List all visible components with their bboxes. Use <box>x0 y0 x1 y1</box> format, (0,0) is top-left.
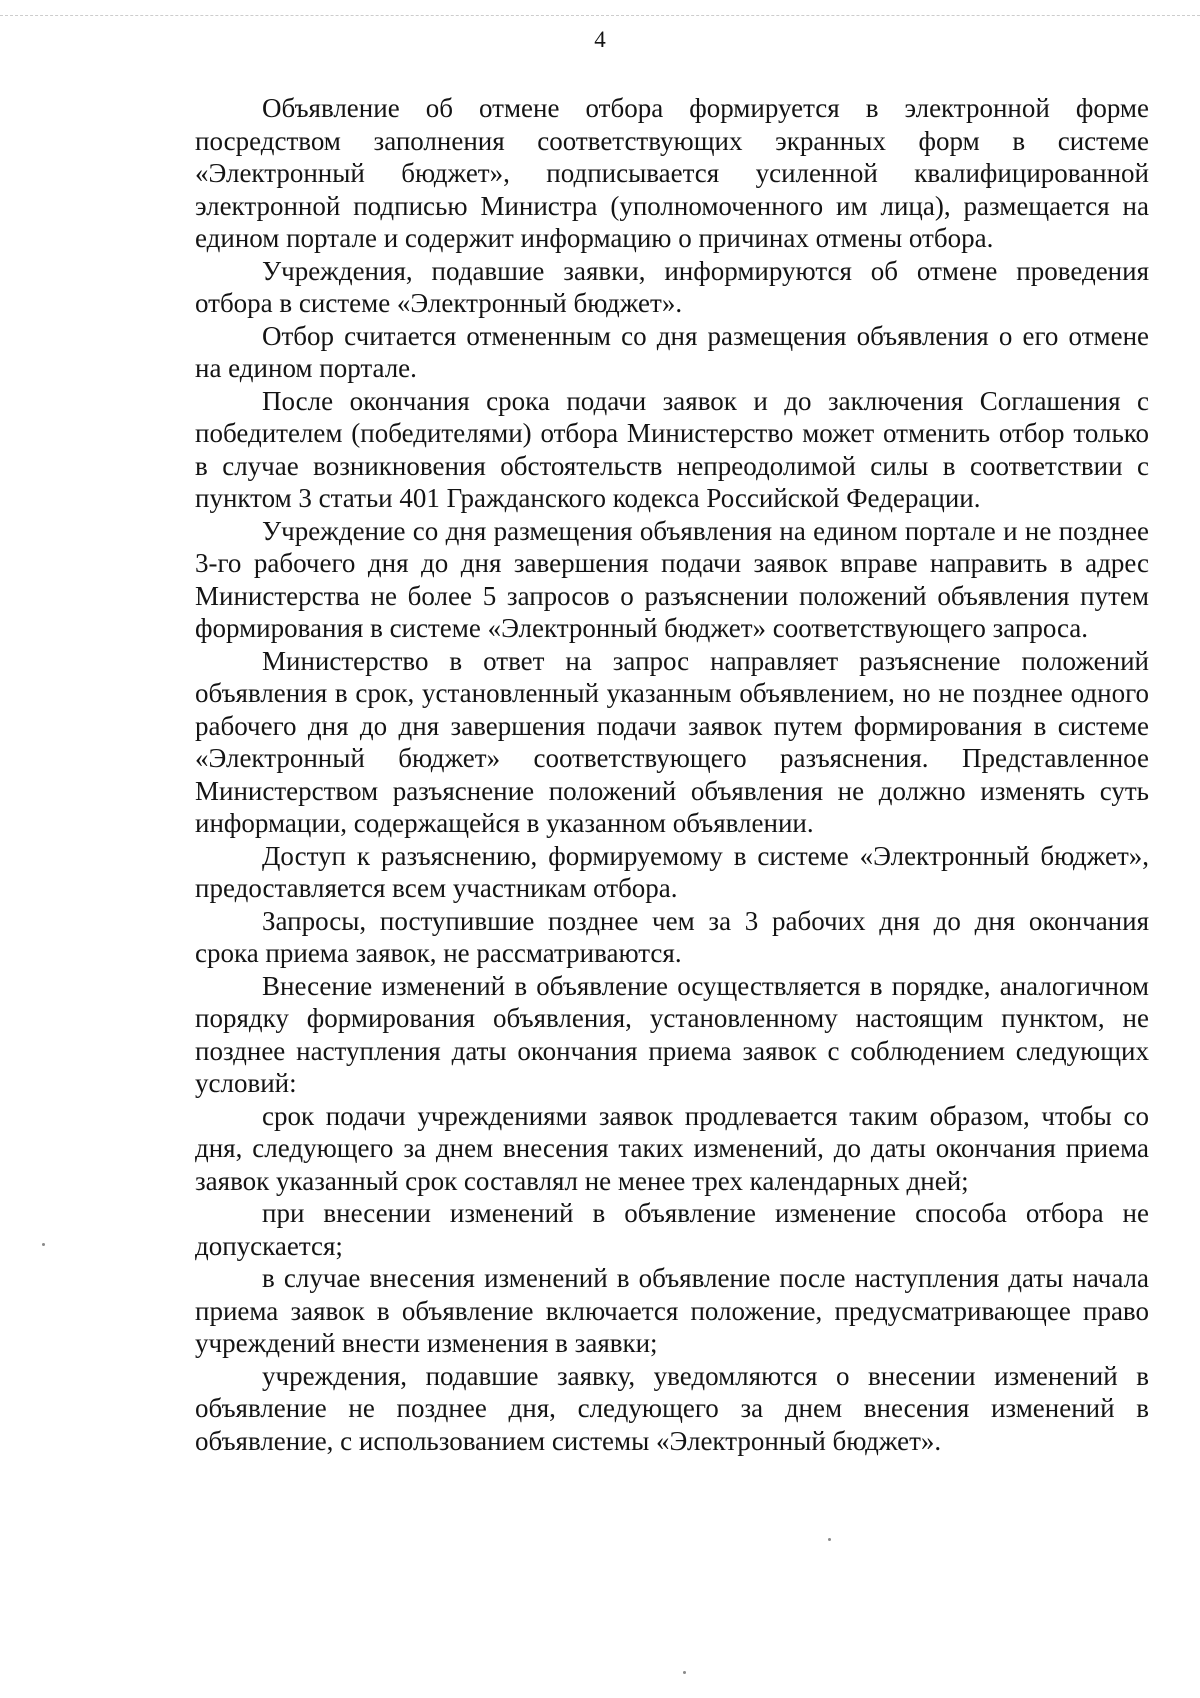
scan-speck <box>42 1243 45 1246</box>
paragraph-condition-changes: в случае внесения изменений в объявление после наступления даты начала приема заявок в объявление включается положение, предусматривающее право учреждений внести изменения в заявки; <box>195 1263 1149 1358</box>
paragraph-access-clarification: Доступ к разъяснению, формируемому в системе «Электронный бюджет», предоставляется всем участникам отбора. <box>195 840 1149 903</box>
scan-edge-line <box>0 15 1200 18</box>
page-number: 4 <box>594 27 606 52</box>
scan-speck <box>683 1671 686 1674</box>
paragraph-condition-notification: учреждения, подавшие заявку, уведомляются о внесении изменений в объявление не позднее дня, следующего за днем внесения изменений в объявление, с использованием системы «Электронный бюджет». <box>195 1360 1149 1456</box>
document-body <box>195 92 1149 1457</box>
paragraph-amendments: Внесение изменений в объявление осуществляется в порядке, аналогичном порядку формирования объявления, установленному настоящим пунктом, не позднее наступления даты окончания приема заявок с соблюдением следующих условий: <box>195 970 1149 1098</box>
paragraph-selection-cancelled: Отбор считается отмененным со дня размещения объявления о его отмене на едином портале. <box>195 320 1149 383</box>
paragraph-clarification-requests: Учреждение со дня размещения объявления на едином портале и не позднее 3-го рабочего дня до дня завершения подачи заявок вправе направить в адрес Министерства не более 5 запросов о разъяснении положений объявления путем формирования в системе «Электронный бюджет» соответствующего запроса. <box>195 515 1149 643</box>
paragraph-condition-method: при внесении изменений в объявление изменение способа отбора не допускается; <box>195 1198 1149 1261</box>
paragraph-condition-deadline: срок подачи учреждениями заявок продлевается таким образом, чтобы со дня, следующего за днем внесения таких изменений, до даты окончания приема заявок указанный срок составлял не менее трех календарных дней; <box>195 1100 1149 1196</box>
paragraph-cancellation-notice: Объявление об отмене отбора формируется в электронной форме посредством заполнения соответствующих экранных форм в системе «Электронный бюджет», подписывается усиленной квалифицированной электронной подписью Министра (уполномоченного им лица), размещается на едином портале и содержит информацию о причинах отмены отбора. <box>195 93 1149 253</box>
paragraph-late-requests: Запросы, поступившие позднее чем за 3 рабочих дня до дня окончания срока приема заявок, не рассматриваются. <box>195 905 1149 968</box>
paragraph-ministry-response: Министерство в ответ на запрос направляет разъяснение положений объявления в срок, установленный указанным объявлением, но не позднее одного рабочего дня до дня завершения подачи заявок путем формирования в системе «Электронный бюджет» соответствующего разъяснения. Представленное Министерством разъяснение положений объявления не должно изменять суть информации, содержащейся в указанном объявлении. <box>195 645 1149 838</box>
paragraph-institutions-informed: Учреждения, подавшие заявки, информируются об отмене проведения отбора в системе «Электронный бюджет». <box>195 255 1149 318</box>
scan-speck <box>828 1538 831 1541</box>
paragraph-force-majeure: После окончания срока подачи заявок и до заключения Соглашения с победителем (победителями) отбора Министерство может отменить отбор только в случае возникновения обстоятельств непреодолимой силы в соответствии с пунктом 3 статьи 401 Гражданского кодекса Российской Федерации. <box>195 385 1149 513</box>
